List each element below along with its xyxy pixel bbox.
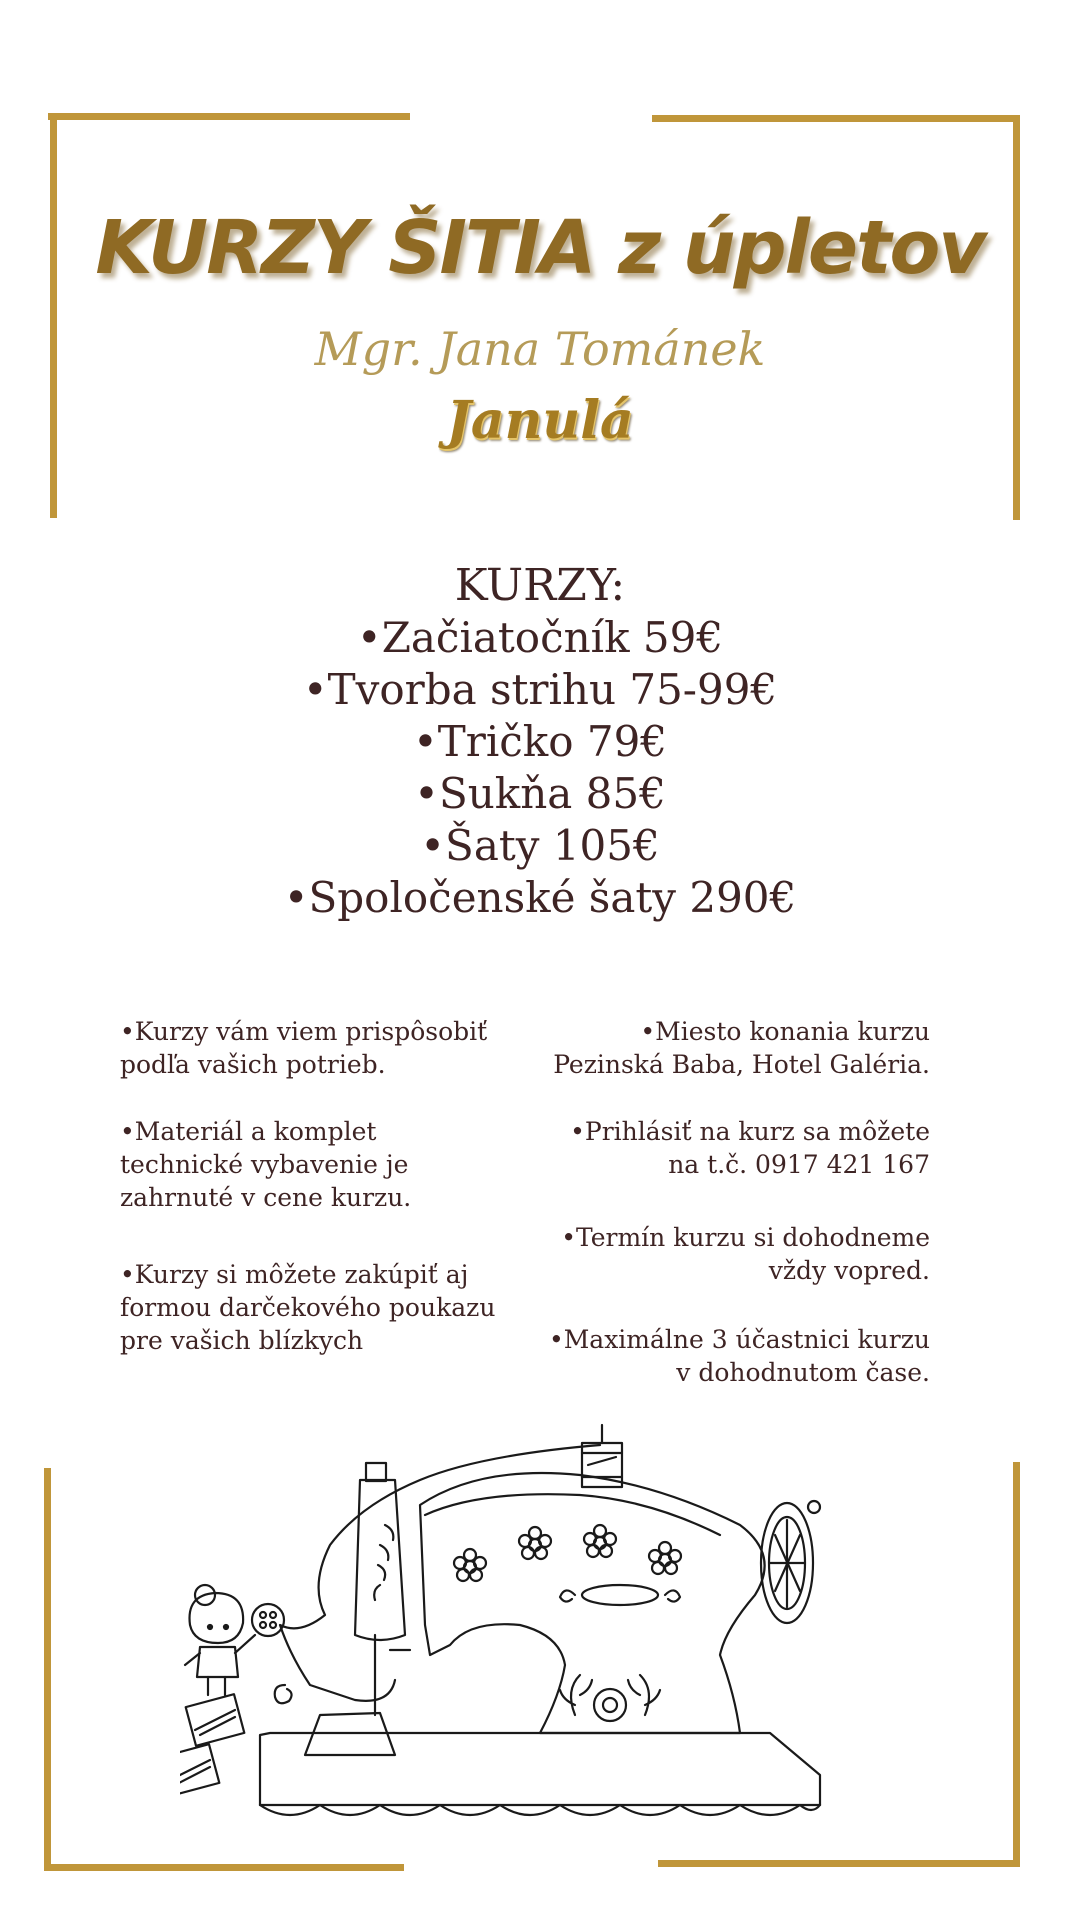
- frame-left-upper: [50, 113, 57, 518]
- frame-top-right: [652, 115, 1020, 122]
- girl-figure: [185, 1585, 255, 1695]
- info-note: •Prihlásiť na kurz sa môžete na t.č. 0917 421 167: [570, 1117, 930, 1179]
- frame-top-left: [48, 113, 410, 120]
- course-list: [0, 560, 1080, 924]
- course-item: •Spoločenské šaty 290€: [283, 873, 797, 922]
- button: [252, 1604, 284, 1636]
- frame-right-lower: [1013, 1462, 1020, 1867]
- machine-arm: [425, 1494, 720, 1535]
- frame-right-upper: [1013, 115, 1020, 520]
- course-item: •Začiatočník 59€: [356, 613, 724, 662]
- course-item: •Sukňa 85€: [414, 769, 666, 818]
- thread-spool-stack: [180, 1694, 244, 1796]
- frame-left-lower: [44, 1468, 51, 1870]
- course-item: •Tvorba strihu 75-99€: [302, 665, 778, 714]
- signature-logo: Janulá: [446, 390, 634, 451]
- frame-bottom-right: [658, 1860, 1020, 1867]
- info-note: •Kurzy vám viem prispôsobiť podľa vašich potrieb.: [120, 1017, 488, 1079]
- name-plate: [582, 1585, 658, 1605]
- thread: [280, 1445, 600, 1701]
- info-note: •Termín kurzu si dohodneme vždy vopred.: [561, 1223, 930, 1285]
- flower-decorations: [454, 1525, 681, 1581]
- course-item: •Tričko 79€: [412, 717, 668, 766]
- course-item: •Šaty 105€: [420, 821, 660, 870]
- machine-base-scallop: [260, 1805, 820, 1815]
- frame-bottom-left: [44, 1864, 404, 1871]
- author-name: Mgr. Jana Tománek: [314, 322, 766, 376]
- machine-base: [260, 1733, 820, 1805]
- course-list-heading: KURZY:: [454, 560, 626, 611]
- info-column-right: [545, 1015, 930, 1423]
- sewing-machine-illustration: [180, 1395, 840, 1835]
- info-note: •Kurzy si môžete zakúpiť aj formou darčekového poukazu pre vašich blízkych: [120, 1260, 496, 1355]
- presser-foot: [366, 1463, 386, 1481]
- info-note: •Miesto konania kurzu Pezinská Baba, Hotel Galéria.: [553, 1017, 930, 1079]
- machine-body: [420, 1473, 765, 1733]
- info-note: •Materiál a komplet technické vybavenie je zahrnuté v cene kurzu.: [120, 1117, 412, 1212]
- info-column-left: [120, 1015, 500, 1391]
- needle-bar: [355, 1480, 405, 1640]
- info-note: •Maximálne 3 účastnici kurzu v dohodnutom čase.: [548, 1325, 930, 1387]
- page-title: KURZY ŠITIA z úpletov: [95, 205, 985, 291]
